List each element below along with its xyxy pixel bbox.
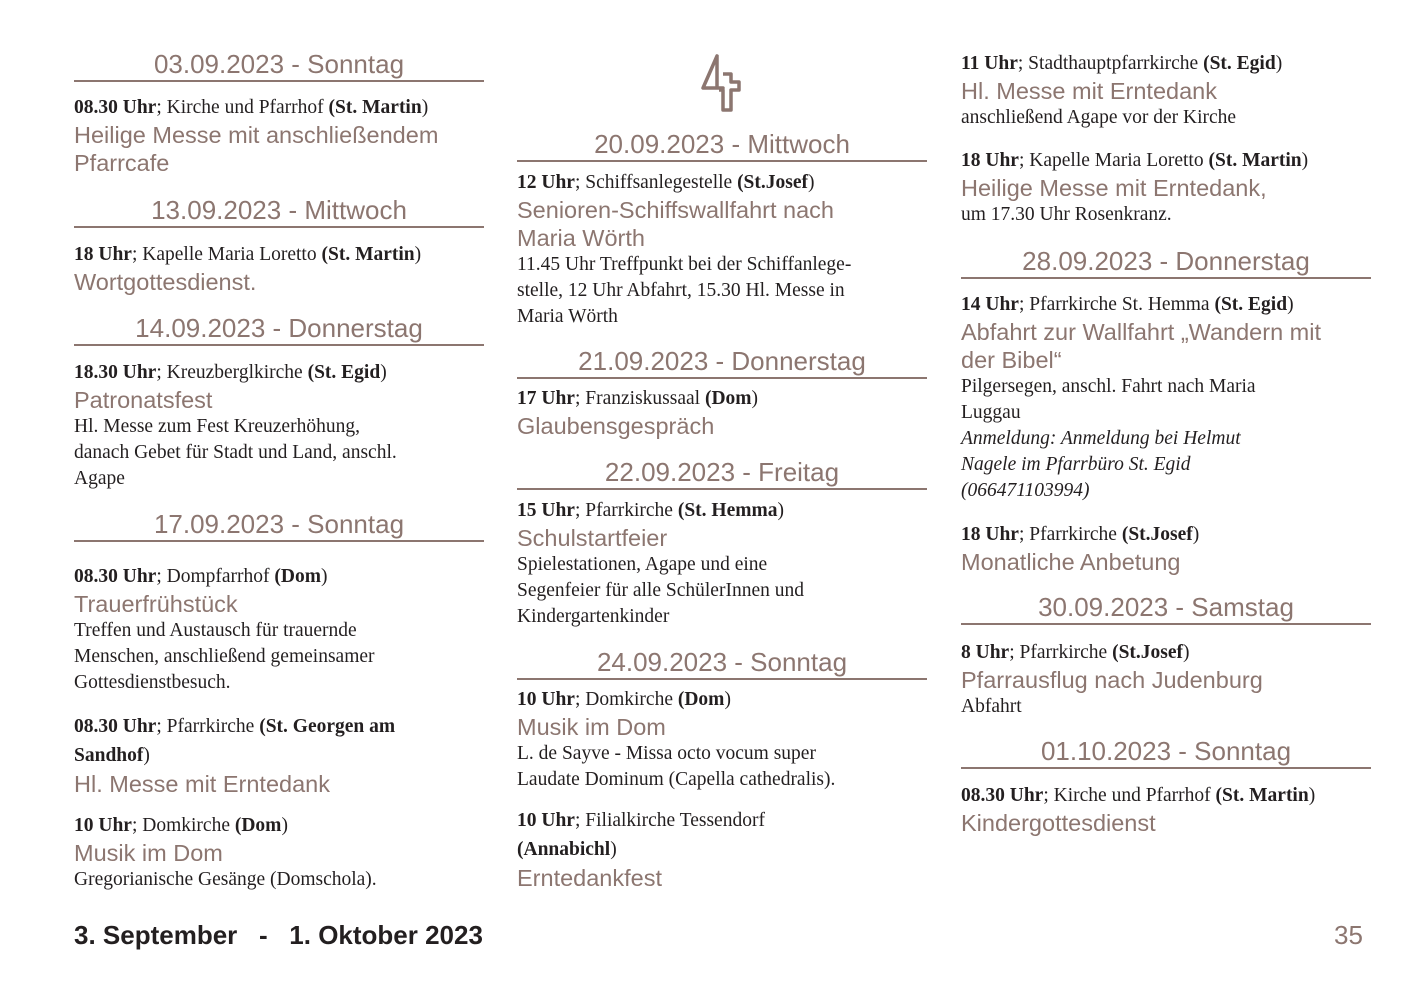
date-heading: 17.09.2023 - Sonntag xyxy=(74,508,484,542)
event-description: Treffen und Austausch für trauernde xyxy=(74,620,357,641)
event-title: Erntedankfest xyxy=(517,865,663,891)
event-description: Maria Wörth xyxy=(517,306,618,327)
event-info: 08.30 Uhr; Dompfarrhof (Dom) xyxy=(74,566,328,587)
number-four-cross-icon xyxy=(697,52,747,114)
event-info: 11 Uhr; Stadthauptpfarrkirche (St. Egid) xyxy=(961,53,1283,74)
event-info: 08.30 Uhr; Pfarrkirche (St. Georgen am xyxy=(74,716,396,737)
event-description: Gottesdienstbesuch. xyxy=(74,672,231,693)
event-title: Heilige Messe mit anschließendem xyxy=(74,122,439,148)
event-title: Schulstartfeier xyxy=(517,525,668,551)
event-title: Hl. Messe mit Erntedank xyxy=(74,771,330,797)
event-description: Segenfeier für alle SchülerInnen und xyxy=(517,580,804,601)
registration-note: (066471103994) xyxy=(961,480,1090,501)
registration-note: Anmeldung: Anmeldung bei Helmut xyxy=(961,428,1241,449)
event-title: Wortgottesdienst. xyxy=(74,269,257,295)
event-info: Sandhof) xyxy=(74,745,150,766)
registration-note: Nagele im Pfarrbüro St. Egid xyxy=(961,454,1191,475)
event-description: Menschen, anschließend gemeinsamer xyxy=(74,646,375,667)
event xyxy=(961,148,1381,228)
event-title: Maria Wörth xyxy=(517,225,645,251)
event-info: 10 Uhr; Filialkirche Tessendorf xyxy=(517,810,765,831)
date-heading: 21.09.2023 - Donnerstag xyxy=(517,345,927,379)
event xyxy=(961,640,1381,720)
event xyxy=(517,806,937,892)
date-heading: 30.09.2023 - Samstag xyxy=(961,591,1371,625)
event-description: Laudate Dominum (Capella cathedralis). xyxy=(517,769,836,790)
event-info: 18 Uhr; Kapelle Maria Loretto (St. Martin) xyxy=(74,244,422,265)
event-title: Trauerfrühstück xyxy=(74,591,238,617)
event-info: 15 Uhr; Pfarrkirche (St. Hemma) xyxy=(517,500,784,521)
event xyxy=(74,564,494,696)
event xyxy=(961,292,1381,504)
event xyxy=(961,783,1381,837)
event-title: Pfarrcafe xyxy=(74,150,170,176)
event-title: Musik im Dom xyxy=(517,714,666,740)
event xyxy=(74,712,494,798)
event xyxy=(961,522,1381,576)
event-info: 08.30 Uhr; Kirche und Pfarrhof (St. Martin) xyxy=(961,785,1316,806)
event xyxy=(961,51,1381,131)
date-heading: 13.09.2023 - Mittwoch xyxy=(74,194,484,228)
date-heading: 03.09.2023 - Sonntag xyxy=(74,48,484,82)
event xyxy=(517,687,937,793)
event-info: 18.30 Uhr; Kreuzberglkirche (St. Egid) xyxy=(74,362,387,383)
event-info: 18 Uhr; Pfarrkirche (St.Josef) xyxy=(961,524,1200,545)
event-description: stelle, 12 Uhr Abfahrt, 15.30 Hl. Messe in xyxy=(517,280,845,301)
event-description: Agape xyxy=(74,468,125,489)
event-title: Senioren-Schiffswallfahrt nach xyxy=(517,197,834,223)
event xyxy=(74,813,494,893)
event-title: Kindergottesdienst xyxy=(961,810,1156,836)
event xyxy=(517,386,937,440)
date-heading: 22.09.2023 - Freitag xyxy=(517,456,927,490)
event-title: Abfahrt zur Wallfahrt „Wandern mit xyxy=(961,319,1322,345)
event-description: danach Gebet für Stadt und Land, anschl. xyxy=(74,442,397,463)
date-heading: 14.09.2023 - Donnerstag xyxy=(74,312,484,346)
event-title: Pfarrausflug nach Judenburg xyxy=(961,667,1263,693)
event-description: Spielestationen, Agape und eine xyxy=(517,554,768,575)
event-info: 12 Uhr; Schiffsanlegestelle (St.Josef) xyxy=(517,172,815,193)
event-description: um 17.30 Uhr Rosenkranz. xyxy=(961,204,1172,225)
event-info: 14 Uhr; Pfarrkirche St. Hemma (St. Egid) xyxy=(961,294,1294,315)
date-heading: 01.10.2023 - Sonntag xyxy=(961,735,1371,769)
event-title: Heilige Messe mit Erntedank, xyxy=(961,175,1267,201)
event-info: (Annabichl) xyxy=(517,839,617,860)
date-heading: 28.09.2023 - Donnerstag xyxy=(961,245,1371,279)
event xyxy=(517,498,937,630)
event xyxy=(74,242,494,296)
date-heading: 20.09.2023 - Mittwoch xyxy=(517,128,927,162)
event xyxy=(517,170,937,330)
event-info: 08.30 Uhr; Kirche und Pfarrhof (St. Martin) xyxy=(74,97,429,118)
event xyxy=(74,360,494,492)
event-description: 11.45 Uhr Treffpunkt bei der Schiffanlege- xyxy=(517,254,852,275)
event-info: 8 Uhr; Pfarrkirche (St.Josef) xyxy=(961,642,1190,663)
event-description: Luggau xyxy=(961,402,1021,423)
event-description: Hl. Messe zum Fest Kreuzerhöhung, xyxy=(74,416,360,437)
event-info: 18 Uhr; Kapelle Maria Loretto (St. Martin) xyxy=(961,150,1309,171)
event-info: 10 Uhr; Domkirche (Dom) xyxy=(517,689,731,710)
event-title: Glaubensgespräch xyxy=(517,413,715,439)
event xyxy=(74,95,494,177)
event-info: 10 Uhr; Domkirche (Dom) xyxy=(74,815,288,836)
event-title: Patronatsfest xyxy=(74,387,213,413)
event-description: anschließend Agape vor der Kirche xyxy=(961,107,1237,128)
event-title: Monatliche Anbetung xyxy=(961,549,1181,575)
event-title: der Bibel“ xyxy=(961,347,1062,373)
event-description: Gregorianische Gesänge (Domschola). xyxy=(74,869,377,890)
event-description: Pilgersegen, anschl. Fahrt nach Maria xyxy=(961,376,1256,397)
footer-date-range: 3. September - 1. Oktober 2023 xyxy=(74,920,483,950)
date-heading: 24.09.2023 - Sonntag xyxy=(517,646,927,680)
event-title: Musik im Dom xyxy=(74,840,223,866)
event-title: Hl. Messe mit Erntedank xyxy=(961,78,1217,104)
event-description: Kindergartenkinder xyxy=(517,606,670,627)
event-description: L. de Sayve - Missa octo vocum super xyxy=(517,743,816,764)
page-number: 35 xyxy=(1334,920,1363,950)
event-info: 17 Uhr; Franziskussaal (Dom) xyxy=(517,388,759,409)
event-description: Abfahrt xyxy=(961,696,1022,717)
